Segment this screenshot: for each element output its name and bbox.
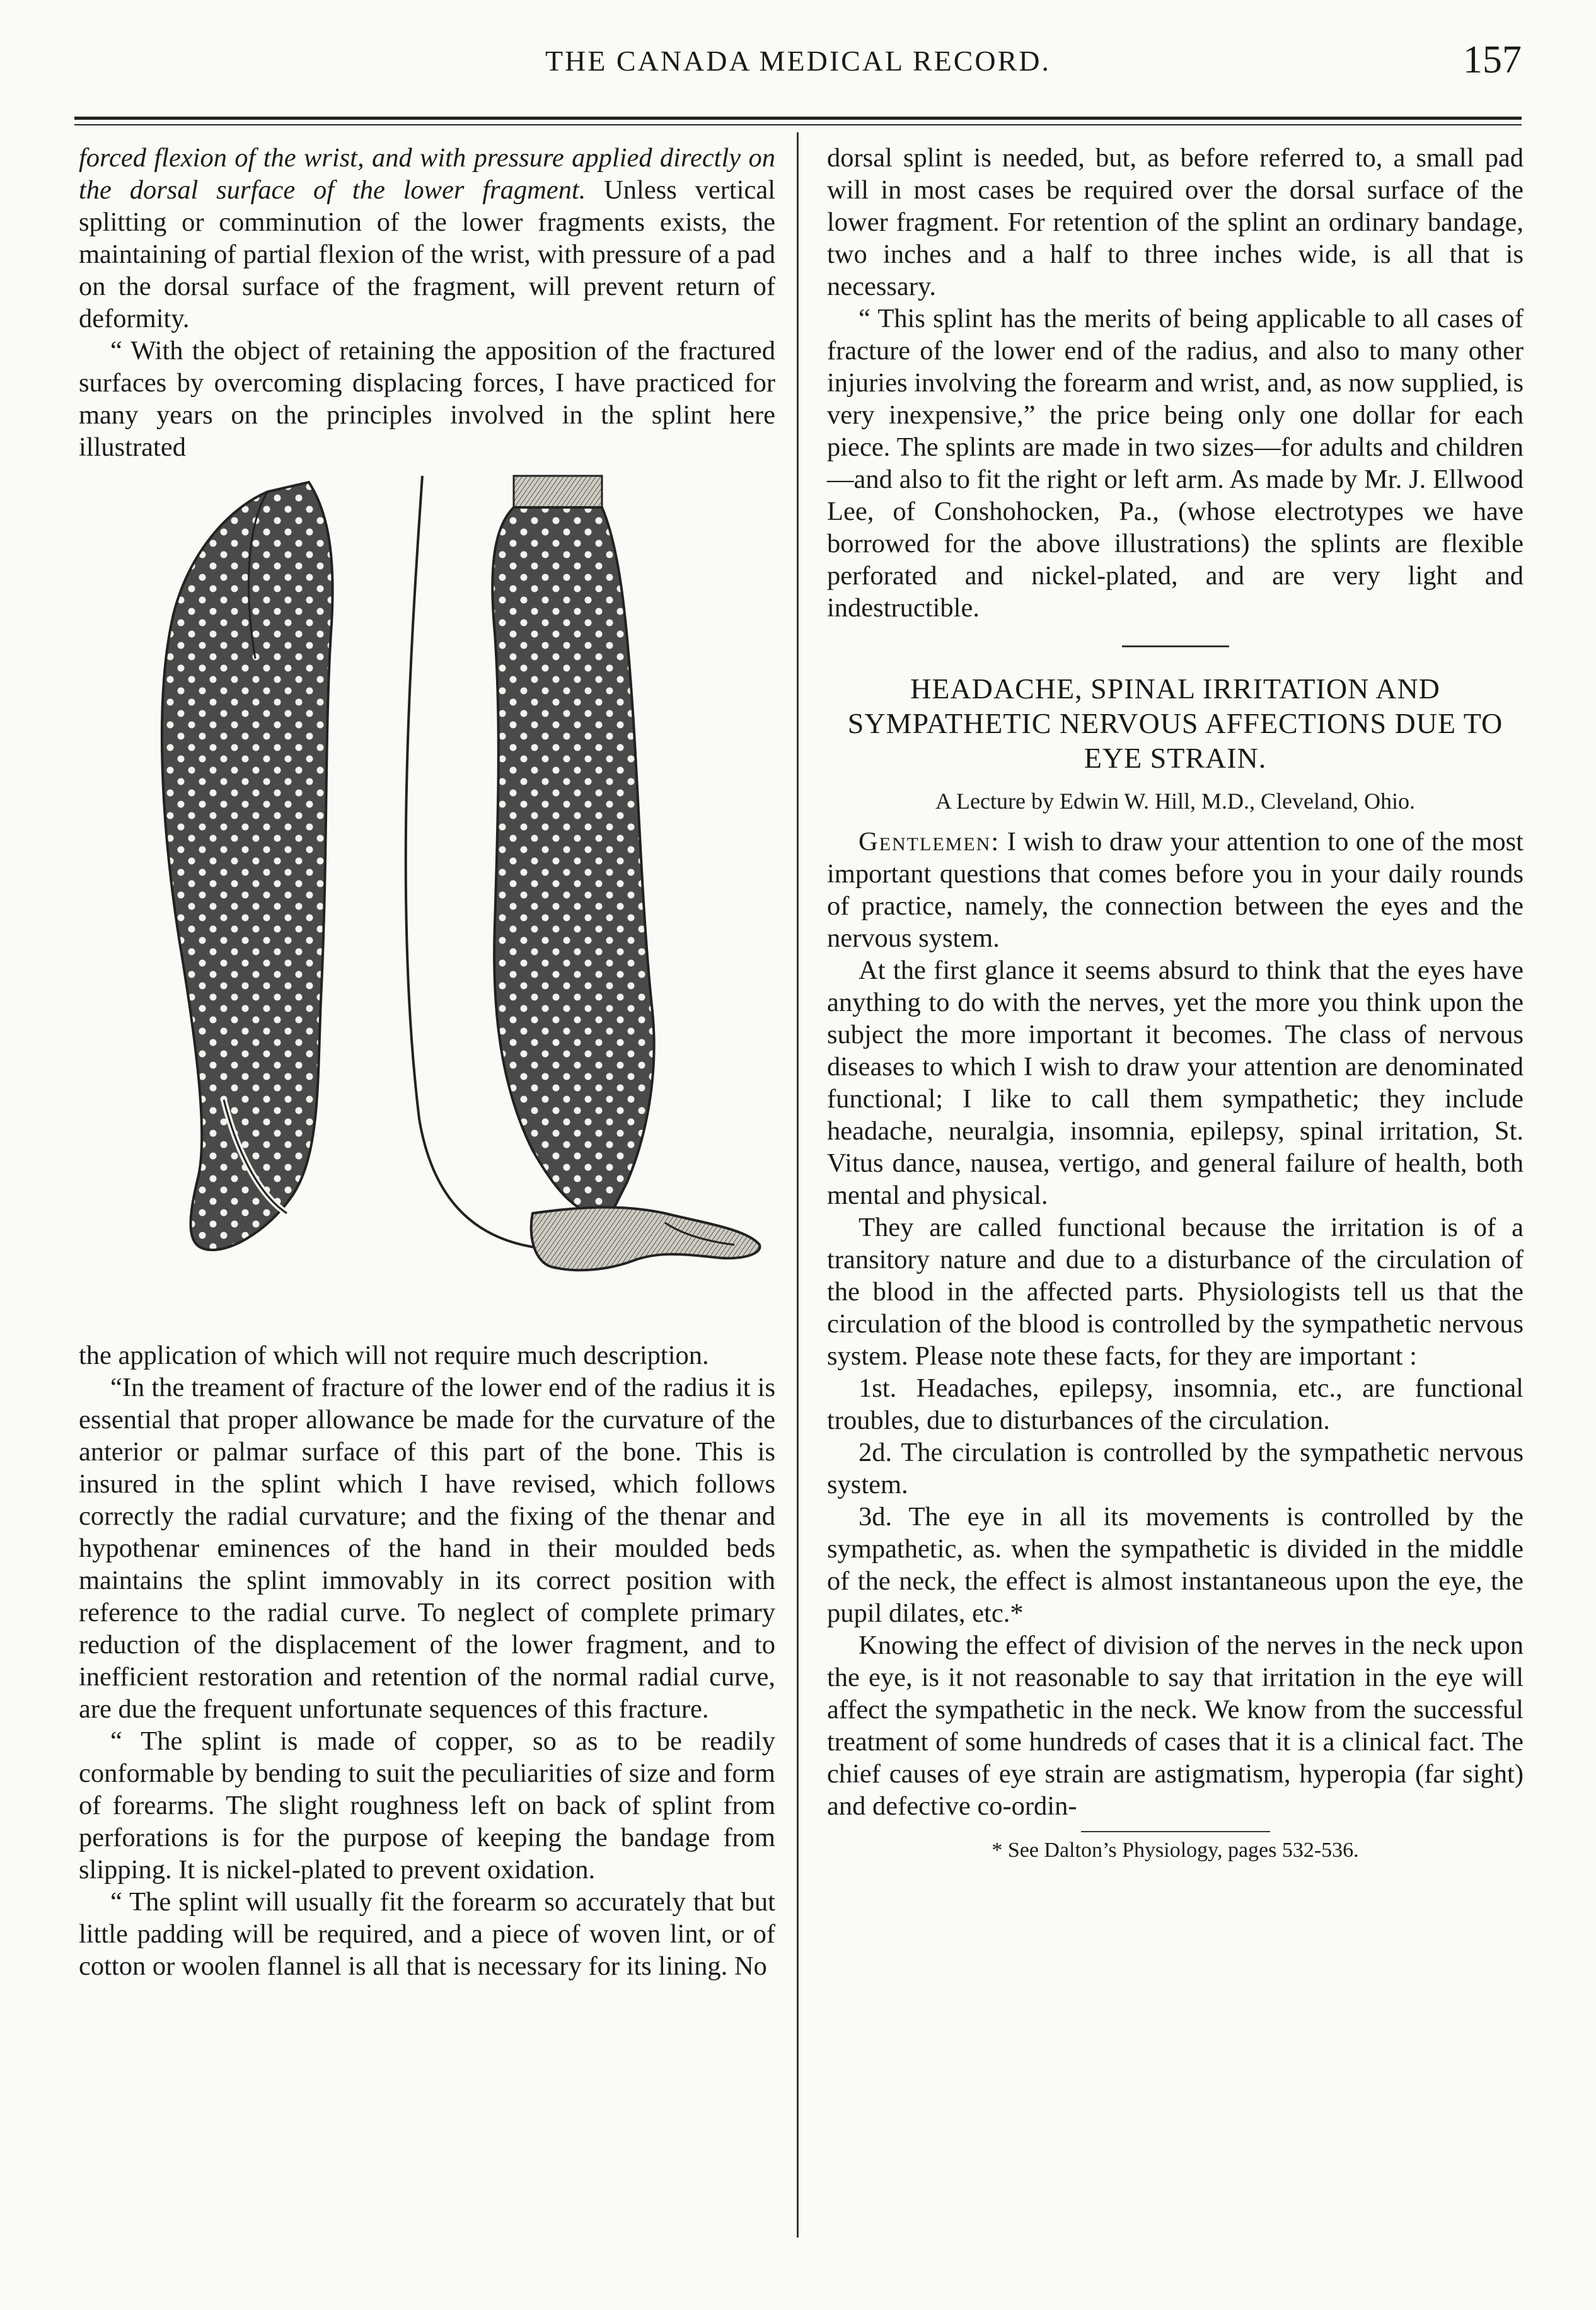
footnote: * See Dalton’s Physiology, pages 532-536. bbox=[992, 1839, 1359, 1862]
right-paragraph-6: 1st. Headaches, epilepsy, insomnia, etc., are functional troubles, due to disturbances of the circulation. bbox=[827, 1373, 1524, 1435]
right-splint-icon bbox=[492, 476, 760, 1270]
running-header: THE CANADA MEDICAL RECORD. bbox=[545, 45, 1051, 77]
left-paragraph-4: “In the treament of fracture of the lower end of the radius it is essential that proper allowance be made for the curvature of the anterior or palmar surface of this part of the bone. This is insured in the splint which I have revised, which follows correctly the radial curvature; and the fixing of the thenar and hypothenar eminences of the hand in their moulded beds maintains the splint immovably in its correct position with reference to the radial curve. To neglect of complete primary reduction of the displacement of the lower fragment, and to inefficient restoration and retention of the normal radial curve, are due the frequent unfortunate sequences of this fracture. bbox=[79, 1373, 775, 1724]
header-rule-thick bbox=[74, 117, 1522, 120]
column-divider bbox=[797, 132, 799, 2238]
page-number: 157 bbox=[1463, 38, 1522, 81]
footnote-rule bbox=[1081, 1831, 1270, 1832]
left-paragraph-6: “ The splint will usually fit the forearm so accurately that but little padding will be required, and a piece of woven lint, or of cotton or woolen flannel is all that is necessary for its lining. No bbox=[79, 1887, 775, 1981]
left-paragraph-2: “ With the object of retaining the apposition of the fractured surfaces by overcoming displacing forces, I have practiced for many years on the principles involved in the splint here illustrated bbox=[79, 336, 775, 462]
left-paragraph-5: “ The splint is made of copper, so as to be readily conformable by bending to suit the peculiarities of size and form of forearms. The slight roughness left on back of splint from perforations is for the purpose of keeping the bandage from slipping. It is nickel-plated to prevent oxidation. bbox=[79, 1726, 775, 1885]
left-column bbox=[79, 142, 775, 1982]
right-paragraph-8: 3d. The eye in all its movements is controlled by the sympathetic, as. when the sympathetic is divided in the middle of the neck, the effect is almost instantaneous upon the eye, the pupil dilates, etc.* bbox=[827, 1502, 1524, 1628]
right-column bbox=[827, 142, 1524, 1864]
right-paragraph-5: They are called functional because the irritation is of a transitory nature and due to a disturbance of the circulation of the blood in the affected parts. Physiologists tell us that the circulation of the blood is controlled by the sympathetic nervous system. Please note these facts, for they are important : bbox=[827, 1213, 1524, 1371]
right-paragraph-9: Knowing the effect of division of the nerves in the neck upon the eye, is it not reasonable to say that irritation in the eye will affect the sympathetic in the neck. We know from the successful treatment of some hundreds of cases that it is a clinical fact. The chief causes of eye strain are astigmatism, hyperopia (far sight) and defective co-ordin- bbox=[827, 1631, 1524, 1821]
header-rule-thin bbox=[74, 124, 1522, 125]
salutation: Gentlemen: bbox=[859, 827, 1000, 857]
right-paragraph-2: “ This splint has the merits of being applicable to all cases of fracture of the lower end of the radius, and also to many other injuries involving the forearm and wrist, and, as now supplied, is very inexpensive,” the price being only one dollar for each piece. The splints are made in two sizes—for adults and children—and also to fit the right or left arm. As made by Mr. J. Ellwood Lee, of Conshohocken, Pa., (whose electrotypes we have borrowed for the above illustrations) the splints are flexible perforated and nickel-plated, and are very light and indestructible. bbox=[827, 304, 1524, 623]
left-paragraph-3: the application of which will not require much description. bbox=[79, 1341, 709, 1370]
right-paragraph-7: 2d. The circulation is controlled by the sympathetic nervous system. bbox=[827, 1438, 1524, 1499]
italic-lead: forced flexion of the wrist, and with pressure applied directly on the dorsal surface of the lower fragment. bbox=[79, 143, 775, 205]
article-byline: A Lecture by Edwin W. Hill, M.D., Cleveland, Ohio. bbox=[935, 788, 1415, 814]
left-paragraph-1 bbox=[79, 142, 775, 335]
splint-illustration bbox=[79, 470, 775, 1333]
left-splint-icon bbox=[162, 482, 333, 1250]
right-paragraph-4: At the first glance it seems absurd to think that the eyes have anything to do with the nerves, yet the more you think upon the subject the more important it becomes. The class of nervous diseases to which I wish to draw your attention are denominated functional; I like to call them sympathetic; they include headache, neuralgia, insomnia, epilepsy, spinal irritation, St. Vitus dance, nausea, vertigo, and general failure of health, both mental and physical. bbox=[827, 956, 1524, 1210]
left-paragraph-1-rest: Unless vertical splitting or comminution of the lower fragments exists, the maintaining of partial flexion of the wrist, with pressure of a pad on the dorsal surface of the fragment, will prevent return of deformity. bbox=[79, 175, 776, 333]
right-paragraph-3 bbox=[827, 826, 1524, 954]
article-title: HEADACHE, SPINAL IRRITATION AND SYMPATHETIC NERVOUS AFFECTIONS DUE TO EYE STRAIN. bbox=[847, 673, 1503, 774]
right-paragraph-1: dorsal splint is needed, but, as before referred to, a small pad will in most cases be required over the dorsal surface of the lower fragment. For retention of the splint an ordinary bandage, two inches and a half to three inches wide, is all that is necessary. bbox=[827, 143, 1524, 301]
section-divider bbox=[1122, 645, 1229, 647]
right-paragraph-3-rest: I wish to draw your attention to one of the most important questions that comes before you in your daily rounds of practice, namely, the connection between the eyes and the nervous system. bbox=[827, 827, 1524, 953]
